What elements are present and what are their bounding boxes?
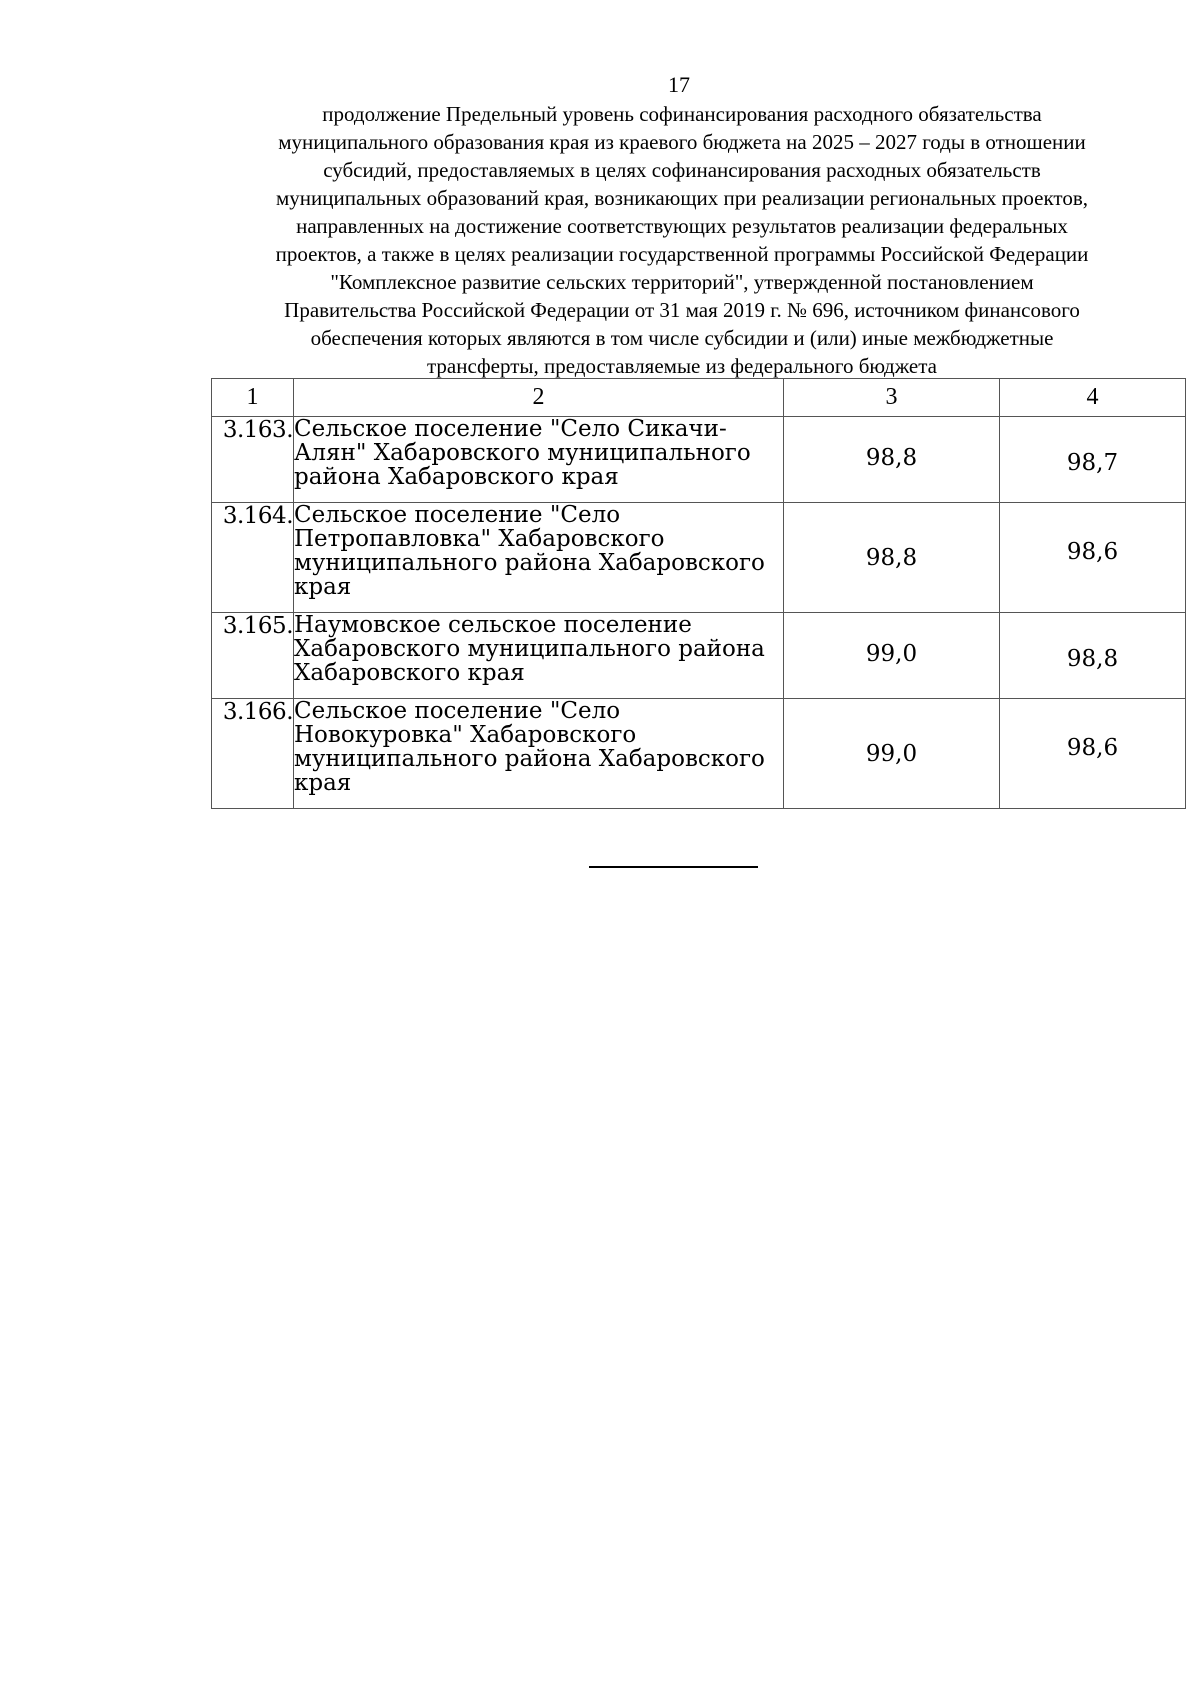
- heading-line: субсидий, предоставляемых в целях софинансирования расходных обязательств: [323, 158, 1041, 182]
- settlement-name-line: Новокуровка" Хабаровского: [294, 722, 637, 748]
- row-number: 3.164.: [212, 503, 294, 613]
- heading-line: "Комплексное развитие сельских территорий", утвержденной постановлением: [330, 270, 1034, 294]
- table-row: [212, 699, 1186, 809]
- settlement-name-line: Хабаровского муниципального района: [294, 636, 765, 662]
- value-2025: [784, 613, 1000, 699]
- heading-line: муниципальных образований края, возникающих при реализации региональных проектов,: [275, 186, 1088, 210]
- table-row: [212, 503, 1186, 613]
- table-row: [212, 417, 1186, 503]
- heading-line: обеспечения которых являются в том числе субсидии и (или) иные межбюджетные: [310, 326, 1054, 350]
- settlement-name-line: Алян" Хабаровского муниципального: [294, 440, 751, 466]
- value-2025: [784, 503, 1000, 613]
- heading-line: проектов, а также в целях реализации государственной программы Российской Федерации: [275, 242, 1089, 266]
- settlement-name-line: Хабаровского края: [294, 660, 525, 686]
- value-2026: [1000, 613, 1186, 699]
- settlement-name-line: муниципального района Хабаровского: [294, 550, 765, 576]
- row-number: 3.166.: [212, 699, 294, 809]
- value-text: 98,8: [865, 444, 918, 471]
- page-number: 17: [668, 72, 690, 97]
- column-header: 1: [212, 379, 294, 417]
- table-header-row: [212, 379, 1186, 417]
- table-row: [212, 613, 1186, 699]
- value-2025: [784, 699, 1000, 809]
- settlement-name: [294, 417, 784, 503]
- value-2025: [784, 417, 1000, 503]
- heading-line: продолжение Предельный уровень софинансирования расходного обязательства: [322, 102, 1042, 126]
- value-text: 98,7: [1066, 449, 1119, 476]
- settlement-name-line: края: [294, 574, 352, 600]
- value-text: 98,8: [1066, 645, 1119, 672]
- settlement-name: [294, 699, 784, 809]
- value-2026: [1000, 699, 1186, 809]
- value-text: 99,0: [865, 740, 918, 767]
- column-header: 4: [1000, 379, 1186, 417]
- value-text: 98,8: [865, 544, 918, 571]
- value-text: 98,6: [1066, 538, 1119, 565]
- column-header: 3: [784, 379, 1000, 417]
- settlement-name-line: Сельское поселение "Село: [294, 698, 621, 724]
- settlement-name-line: Наумовское сельское поселение: [294, 612, 692, 638]
- settlement-name-line: края: [294, 770, 352, 796]
- value-2026: [1000, 503, 1186, 613]
- value-text: 99,0: [865, 640, 918, 667]
- settlement-name-line: Сельское поселение "Село Сикачи-: [294, 416, 727, 442]
- column-header: 2: [294, 379, 784, 417]
- heading-line: трансферты, предоставляемые из федерального бюджета: [426, 354, 938, 378]
- document-heading: [197, 100, 1167, 380]
- settlement-name-line: района Хабаровского края: [294, 464, 619, 490]
- settlement-name-line: Сельское поселение "Село: [294, 502, 621, 528]
- heading-line: Правительства Российской Федерации от 31 мая 2019 г. № 696, источником финансового: [284, 298, 1080, 322]
- row-number: 3.165.: [212, 613, 294, 699]
- heading-line: направленных на достижение соответствующих результатов реализации федеральных: [296, 214, 1068, 238]
- heading-line: муниципального образования края из краевого бюджета на 2025 – 2027 годы в отношении: [278, 130, 1086, 154]
- value-2026: [1000, 417, 1186, 503]
- settlement-name-line: Петропавловка" Хабаровского: [294, 526, 665, 552]
- settlement-name: [294, 503, 784, 613]
- value-text: 98,6: [1066, 734, 1119, 761]
- settlement-name-line: муниципального района Хабаровского: [294, 746, 765, 772]
- cofinancing-table: [211, 378, 1186, 809]
- row-number: 3.163.: [212, 417, 294, 503]
- settlement-name: [294, 613, 784, 699]
- end-divider-line: [589, 866, 758, 868]
